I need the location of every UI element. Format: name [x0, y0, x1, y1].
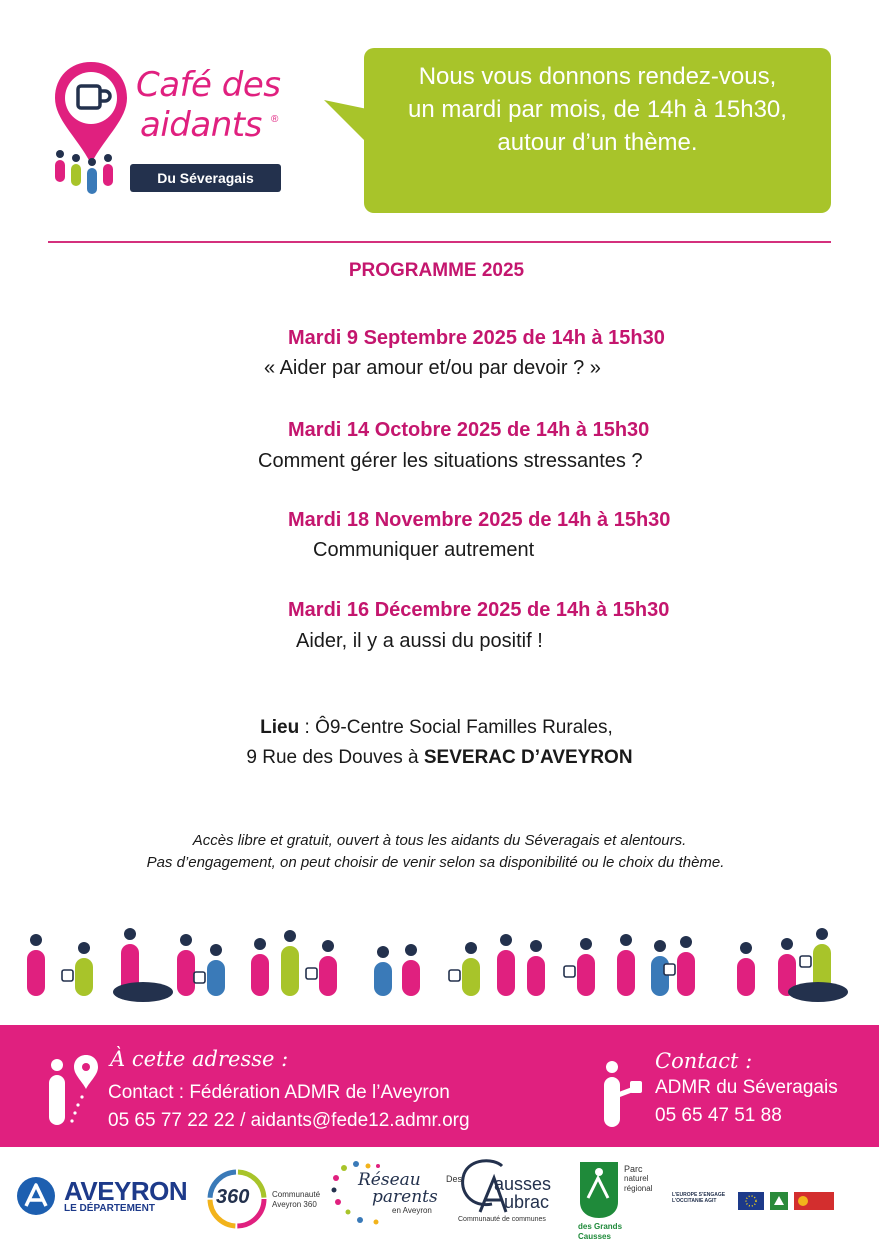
session-topic: Aider, il y a aussi du positif ! [296, 630, 543, 652]
person-body [677, 952, 695, 996]
person-head [465, 942, 477, 954]
contact-heading: Contact : [655, 1049, 753, 1073]
location-label: Lieu [260, 717, 300, 738]
logo-title-line1: Café des [136, 65, 281, 105]
person-head [680, 936, 692, 948]
session-topic: Communiquer autrement [313, 539, 535, 561]
person-head [124, 928, 136, 940]
cup-icon [664, 964, 675, 975]
europe-slogan: L’EUROPE S’ENGAGE L’OCCITANIE AGIT [672, 1192, 726, 1204]
contact-organisation: Contact : Fédération ADMR de l’Aveyron [108, 1082, 450, 1103]
bubble-line1: Nous vous donnons rendez-vous, [418, 63, 777, 90]
note-line1: Accès libre et gratuit, ouvert à tous les aidants du Séveragais et alentours. [192, 832, 687, 849]
person-head [180, 934, 192, 946]
person-head [781, 938, 793, 950]
person-body [527, 956, 545, 996]
c360-line1: Communauté [272, 1190, 321, 1199]
location-line2 [0, 747, 879, 769]
eu-occitanie-logos [672, 1190, 838, 1220]
session-topic: Comment gérer les situations stressantes ? [258, 450, 643, 472]
person-body [251, 954, 269, 996]
logo-title-line2: aidants [140, 105, 262, 145]
c360-mark: 360 [216, 1186, 250, 1208]
person-head [620, 934, 632, 946]
person-head [30, 934, 42, 946]
person-body [651, 956, 669, 996]
person-body [462, 958, 480, 996]
person-head [254, 938, 266, 950]
person-body [577, 954, 595, 996]
location-venue: Ô9-Centre Social Familles Rurales, [315, 717, 613, 738]
c360-line2: Aveyron 360 [272, 1200, 317, 1209]
reseau-line3: en Aveyron [392, 1206, 432, 1215]
cup-icon [449, 970, 460, 981]
reseau-line1: Réseau [358, 1170, 421, 1190]
reseau-parents-logo [328, 1160, 438, 1228]
person-head [284, 930, 296, 942]
contact-band [0, 1025, 879, 1147]
local-contact-name: ADMR du Séveragais [655, 1077, 838, 1098]
person-body [497, 950, 515, 996]
cup-icon [194, 972, 205, 983]
logo-tagline: Du Séveragais [130, 164, 281, 192]
logo-people-icon [52, 148, 128, 198]
session-date: Mardi 9 Septembre 2025 de 14h à 15h30 [288, 327, 665, 349]
person-body [319, 956, 337, 996]
contact-phone-email: 05 65 77 22 22 / aidants@fede12.admr.org [108, 1110, 470, 1131]
session-date: Mardi 16 Décembre 2025 de 14h à 15h30 [288, 599, 670, 621]
causses-aubrac-logo [446, 1156, 556, 1228]
cup-icon [564, 966, 575, 977]
causses-line1: ausses [494, 1174, 552, 1194]
person-body [207, 960, 225, 996]
bubble-line2: un mardi par mois, de 14h à 15h30, [408, 96, 787, 123]
person-body [177, 950, 195, 996]
divider [48, 241, 831, 243]
person-body [402, 960, 420, 996]
person-head [405, 944, 417, 956]
eu-flag-icon [738, 1192, 764, 1210]
local-contact-phone: 05 65 47 51 88 [655, 1105, 782, 1126]
causses-subtitle: Communauté de communes [458, 1216, 546, 1223]
table-shape [113, 982, 173, 1002]
cup-icon [800, 956, 811, 967]
communaute-360-logo [206, 1166, 326, 1232]
person-head [210, 944, 222, 956]
person-body [27, 950, 45, 996]
aveyron-badge-icon [16, 1176, 56, 1216]
person-head [530, 940, 542, 952]
location-separator: : [299, 717, 316, 738]
aveyron-name: AVEYRON [64, 1176, 188, 1206]
person-body [617, 950, 635, 996]
address-heading: À cette adresse : [110, 1047, 289, 1071]
cup-icon [306, 968, 317, 979]
location-line1 [0, 717, 879, 739]
location-street: 9 Rue des Douves à [246, 747, 424, 768]
parc-emblem-icon [576, 1158, 622, 1220]
occitanie-logo-icon [794, 1192, 834, 1210]
bubble-line3: autour d’un thème. [497, 129, 698, 156]
programme-title: PROGRAMME 2025 [348, 260, 525, 281]
person-body [281, 946, 299, 996]
person-body [75, 958, 93, 996]
cafe-des-aidants-logo [40, 56, 300, 206]
location-city: SEVERAC D’AVEYRON [423, 747, 633, 768]
session-date: Mardi 18 Novembre 2025 de 14h à 15h30 [288, 509, 671, 531]
parc-line2: naturel [624, 1174, 649, 1183]
location-person-icon [44, 1053, 100, 1129]
parc-line4: des Grands Causses [578, 1222, 623, 1241]
person-head [377, 946, 389, 958]
reseau-line2: parents [372, 1187, 438, 1207]
causses-prefix: Des [446, 1174, 463, 1184]
causses-line2: ubrac [504, 1192, 550, 1212]
cup-icon [62, 970, 73, 981]
person-head [816, 928, 828, 940]
aveyron-subtitle: LE DÉPARTEMENT [64, 1203, 155, 1214]
person-head [740, 942, 752, 954]
session-date: Mardi 14 Octobre 2025 de 14h à 15h30 [288, 419, 650, 441]
person-head [654, 940, 666, 952]
person-body [737, 958, 755, 996]
registered-mark: ® [271, 114, 279, 125]
person-body [374, 962, 392, 996]
intro-bubble [364, 48, 831, 213]
note-line2: Pas d’engagement, on peut choisir de venir selon sa disponibilité ou le choix du thème. [146, 854, 725, 871]
session-topic: « Aider par amour et/ou par devoir ? » [264, 357, 601, 379]
person-head [322, 940, 334, 952]
person-head [500, 934, 512, 946]
person-head [580, 938, 592, 950]
person-head [78, 942, 90, 954]
person-cup-icon [600, 1059, 646, 1129]
people-illustration [0, 918, 879, 1010]
parc-grands-causses-logo [574, 1158, 653, 1241]
table-shape [788, 982, 848, 1002]
parc-line3: régional [624, 1184, 653, 1193]
leader-logo-icon [770, 1192, 788, 1210]
parc-line1: Parc [624, 1164, 643, 1174]
